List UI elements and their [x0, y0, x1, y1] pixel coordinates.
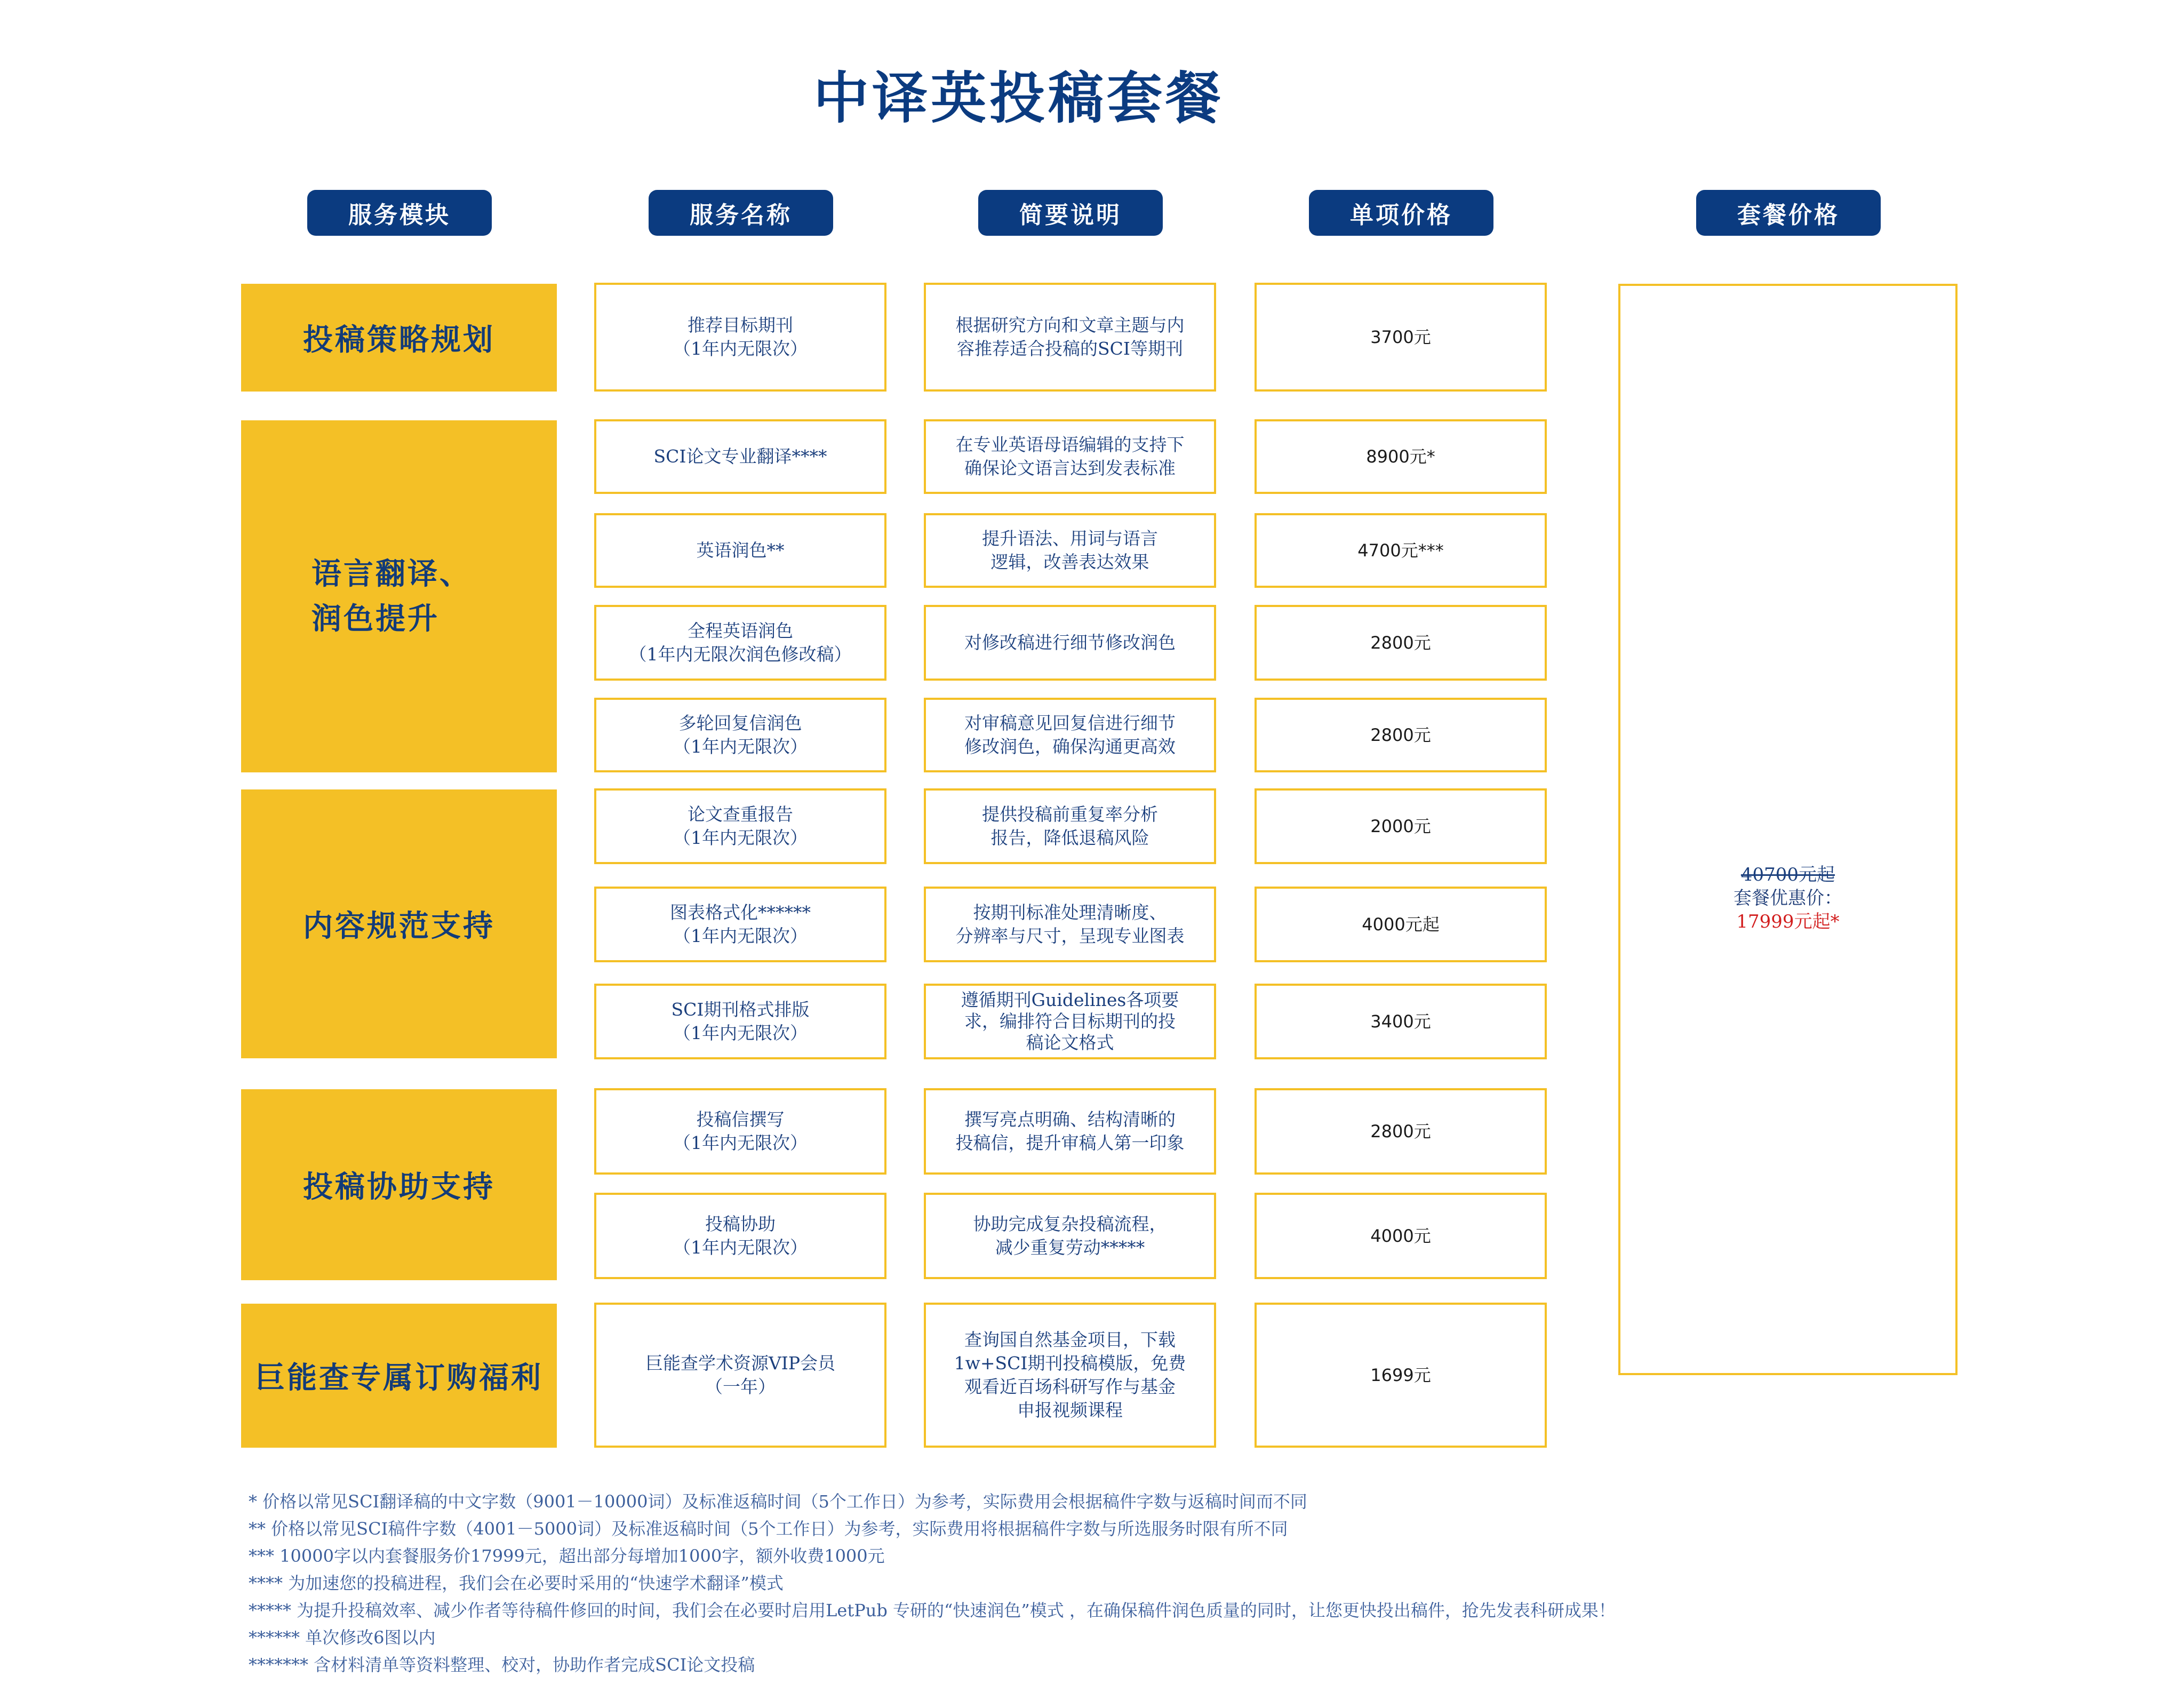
- module-submission-assist: 投稿协助支持: [241, 1089, 557, 1280]
- description-cell: [924, 605, 1216, 681]
- description-line: 查询国自然基金项目，下载: [964, 1329, 1176, 1350]
- description-line: 投稿信，提升审稿人第一印象: [955, 1132, 1185, 1153]
- description-line: 提供投稿前重复率分析: [982, 804, 1158, 825]
- service-name-line: 巨能查学术资源VIP会员: [645, 1353, 836, 1374]
- footnote: ** 价格以常见SCI稿件字数（4001－5000词）及标准返稿时间（5个工作日）为参考，实际费用将根据稿件字数与所选服务时限有所不同: [249, 1519, 1288, 1539]
- description-cell: [924, 887, 1216, 962]
- description-line: 逻辑，改善表达效果: [990, 552, 1149, 572]
- module-exclusive-benefit: 巨能查专属订购福利: [241, 1304, 557, 1448]
- service-name-cell: [594, 698, 886, 772]
- price-value: 2800元: [1370, 1121, 1431, 1142]
- header-service-module: 服务模块: [307, 190, 492, 236]
- price-value: 2800元: [1370, 725, 1431, 745]
- price-value: 1699元: [1370, 1365, 1431, 1385]
- price-cell: [1255, 1303, 1547, 1448]
- price-cell: [1255, 605, 1547, 681]
- module-translation-line: 润色提升: [311, 601, 440, 636]
- footnote: *** 10000字以内套餐服务价17999元，超出部分每增加1000字，额外收费1000元: [249, 1546, 885, 1566]
- service-name-line: 推荐目标期刊: [688, 315, 793, 336]
- price-cell: [1255, 419, 1547, 494]
- description-line: 报告，降低退稿风险: [990, 827, 1149, 848]
- description-line: 撰写亮点明确、结构清晰的: [964, 1109, 1176, 1130]
- description-line: 根据研究方向和文章主题与内: [955, 315, 1185, 336]
- price-cell: [1255, 984, 1547, 1059]
- price-cell: [1255, 1088, 1547, 1175]
- footnotes: [249, 1488, 2089, 1679]
- footnote: * 价格以常见SCI翻译稿的中文字数（9001－10000词）及标准返稿时间（5个工作日）为参考，实际费用会根据稿件字数与返稿时间而不同: [249, 1491, 1307, 1512]
- description-cell: [924, 419, 1216, 494]
- original-price: 40700元起: [1740, 864, 1835, 885]
- service-name-line: 投稿协助: [705, 1214, 776, 1234]
- service-name-cell: [594, 984, 886, 1059]
- description-line: 按期刊标准处理清晰度、: [973, 902, 1167, 923]
- module-content-standards: 内容规范支持: [241, 789, 557, 1058]
- description-cell: [924, 788, 1216, 864]
- description-line: 确保论文语言达到发表标准: [964, 458, 1176, 478]
- description-line: 容推荐适合投稿的SCI等期刊: [957, 338, 1183, 359]
- package-discount-label: 套餐优惠价：: [1733, 888, 1842, 909]
- price-value: 4700元***: [1357, 540, 1444, 561]
- package-discount-price: 17999元起*: [1736, 911, 1840, 932]
- header-description: 简要说明: [978, 190, 1163, 236]
- footnote: ******* 含材料清单等资料整理、校对，协助作者完成SCI论文投稿: [249, 1655, 755, 1675]
- header-service-name: 服务名称: [649, 190, 833, 236]
- service-name-line: （1年内无限次）: [673, 1132, 808, 1153]
- description-cell: [924, 513, 1216, 588]
- service-name-cell: [594, 283, 886, 392]
- price-cell: [1255, 887, 1547, 962]
- service-name-line: 英语润色**: [696, 540, 785, 561]
- description-cell: [924, 1193, 1216, 1279]
- description-cell: [924, 1088, 1216, 1175]
- description-line: 观看近百场科研写作与基金: [964, 1376, 1176, 1397]
- description-line: 分辨率与尺寸，呈现专业图表: [955, 925, 1185, 946]
- description-cell: [924, 1303, 1216, 1448]
- description-line: 遵循期刊Guidelines各项要: [961, 989, 1179, 1010]
- description-line: 对审稿意见回复信进行细节: [964, 713, 1176, 733]
- service-name-line: 全程英语润色: [688, 620, 793, 641]
- service-name-line: 多轮回复信润色: [678, 713, 802, 733]
- price-cell: [1255, 283, 1547, 392]
- price-value: 2800元: [1370, 633, 1431, 653]
- service-name-line: （一年）: [705, 1376, 776, 1397]
- price-cell: [1255, 513, 1547, 588]
- service-name-line: SCI论文专业翻译****: [653, 446, 827, 467]
- service-name-line: SCI期刊格式排版: [671, 999, 810, 1020]
- description-line: 修改润色，确保沟通更高效: [964, 736, 1176, 757]
- description-line: 提升语法、用词与语言: [982, 528, 1158, 549]
- service-name-cell: [594, 1088, 886, 1175]
- price-cell: [1255, 1193, 1547, 1279]
- service-name-cell: [594, 887, 886, 962]
- service-name-cell: [594, 1193, 886, 1279]
- module-translation-line: 语言翻译、: [311, 556, 472, 592]
- price-value: 4000元起: [1362, 914, 1440, 935]
- description-line: 对修改稿进行细节修改润色: [964, 632, 1176, 653]
- service-name-line: 论文查重报告: [688, 804, 793, 825]
- service-name-cell: [594, 513, 886, 588]
- footnote: ****** 单次修改6图以内: [249, 1627, 436, 1648]
- module-strategy: 投稿策略规划: [241, 284, 557, 392]
- service-name-cell: [594, 1303, 886, 1448]
- price-value: 8900元*: [1366, 446, 1435, 467]
- description-line: 协助完成复杂投稿流程，: [973, 1214, 1167, 1234]
- description-line: 1w+SCI期刊投稿模版，免费: [954, 1353, 1186, 1374]
- footnote: **** 为加速您的投稿进程，我们会在必要时采用的“快速学术翻译”模式: [249, 1573, 784, 1593]
- header-unit-price: 单项价格: [1309, 190, 1493, 236]
- module-translation: [241, 420, 557, 772]
- header-package-price: 套餐价格: [1696, 190, 1881, 236]
- description-line: 稿论文格式: [1026, 1032, 1114, 1053]
- service-name-cell: [594, 605, 886, 681]
- service-name-cell: [594, 788, 886, 864]
- description-line: 申报视频课程: [1017, 1400, 1123, 1420]
- service-name-line: （1年内无限次）: [673, 736, 808, 757]
- price-value: 3400元: [1370, 1011, 1431, 1032]
- description-cell: [924, 698, 1216, 772]
- description-line: 在专业英语母语编辑的支持下: [955, 434, 1185, 455]
- description-cell: [924, 984, 1216, 1059]
- service-name-line: （1年内无限次）: [673, 1237, 808, 1258]
- service-name-line: （1年内无限次）: [673, 925, 808, 946]
- service-name-line: （1年内无限次润色修改稿）: [629, 644, 852, 665]
- price-value: 2000元: [1370, 816, 1431, 836]
- description-line: 减少重复劳动*****: [995, 1237, 1145, 1258]
- description-line: 求，编排符合目标期刊的投: [964, 1011, 1176, 1032]
- service-name-line: （1年内无限次）: [673, 827, 808, 848]
- price-cell: [1255, 698, 1547, 772]
- description-cell: [924, 283, 1216, 392]
- page-title: 中译英投稿套餐: [813, 65, 1224, 131]
- footnote: ***** 为提升投稿效率、减少作者等待稿件修回的时间，我们会在必要时启用LetPub 专研的“快速润色”模式 ，在确保稿件润色质量的同时，让您更快投出稿件，抢先发表科研成果！: [249, 1600, 1616, 1621]
- price-cell: [1255, 788, 1547, 864]
- service-name-line: 图表格式化******: [670, 902, 811, 923]
- package-price-box: [1618, 284, 1958, 1375]
- service-name-line: （1年内无限次）: [673, 338, 808, 359]
- price-value: 4000元: [1370, 1226, 1431, 1246]
- price-value: 3700元: [1370, 327, 1431, 347]
- service-name-line: 投稿信撰写: [696, 1109, 785, 1130]
- service-name-line: （1年内无限次）: [673, 1023, 808, 1043]
- service-name-cell: [594, 419, 886, 494]
